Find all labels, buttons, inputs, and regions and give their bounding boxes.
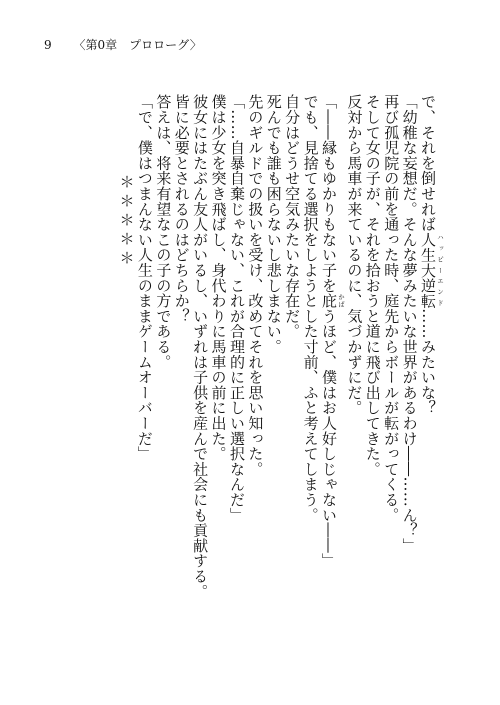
page-number: 9 (44, 38, 52, 52)
text-line: 僕は少女を突き飛ばし、身代わりに馬車の前に出た。 (209, 94, 228, 462)
text-line (320, 94, 345, 669)
text-line: 「……自暴自棄じゃない、これが合理的に正しい選択なんだ」 (227, 94, 246, 523)
ruby-annotation (319, 292, 345, 309)
text-line: 答えは、将来有望なこの子の方である。 (154, 94, 173, 370)
section-break: ＊＊＊＊＊ (117, 174, 136, 269)
text-line: 先のギルドでの扱いを受け、改めてそれを思い知った。 (246, 94, 265, 477)
text-line: 死んでも誰も困らないし悲しまない。 (264, 94, 283, 355)
text-line: 再び孤児院の前を通った時、庭先からボールが転がってくる。 (382, 94, 401, 523)
text-line: でも、見捨てる選択をしようとした寸前、ふと考えてしまう。 (301, 94, 320, 523)
ruby-reading: ハッピーエンド (436, 231, 444, 309)
text-line: 皆に必要とされるのはどちらか？ (172, 94, 191, 324)
text-line: 彼女にはたぶん友人がいるし、いずれは子供を産んで社会にも貢献する。 (191, 94, 210, 599)
text-line: 「幼稚な妄想だ。そんな夢みたいな世界があるわけ――……ん？」 (400, 94, 419, 553)
page-header (44, 38, 202, 52)
ruby-base: 庇 (319, 292, 338, 309)
text-line: 「で、僕はつまんない人生のままゲームオーバーだ」 (135, 94, 154, 462)
chapter-title: 〈第0章 プロローグ〉 (73, 38, 202, 52)
text-line: 反対から馬車が来ているのに、気づかずにだ。 (345, 94, 364, 416)
text-fragment: うほど、僕はお人好 (319, 308, 338, 446)
ruby-base: 人生大逆転 (419, 231, 437, 309)
text-fragment: しじゃない――」 (319, 445, 338, 569)
ruby-annotation (419, 231, 444, 309)
text-line: そして女の子が、それを拾おうと道に飛び出してきた。 (363, 94, 382, 477)
text-fragment: ……みたいな？ (419, 308, 437, 416)
text-line (419, 94, 444, 669)
text-fragment: 「――縁もゆかりもない子を (319, 94, 338, 293)
text-fragment: で、それを倒せれば (419, 94, 437, 232)
text-line: 自分はどうせ空気みたいな存在だ。 (283, 94, 302, 339)
novel-text (54, 94, 444, 669)
ruby-reading: かば (336, 292, 345, 309)
